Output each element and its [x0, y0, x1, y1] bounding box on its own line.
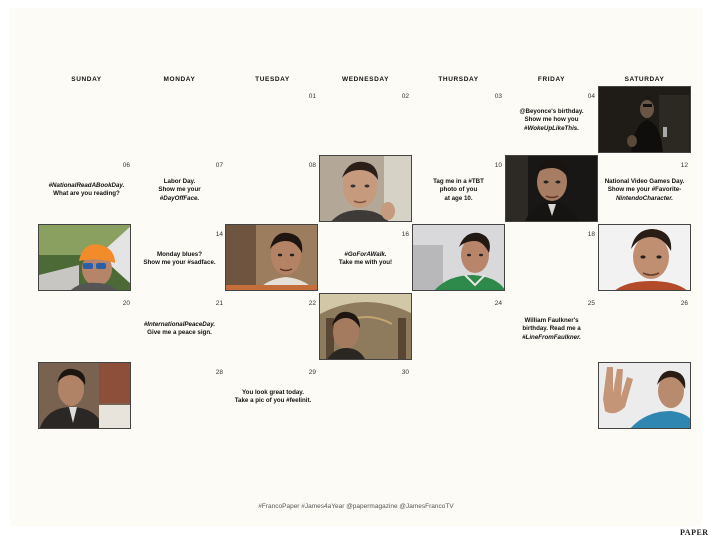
selfie-photo	[598, 86, 691, 153]
day-header-monday: MONDAY	[163, 76, 196, 83]
day-number: 14	[215, 231, 223, 238]
day-number: 20	[122, 300, 130, 307]
paper-logo: PAPER	[680, 528, 709, 537]
selfie-photo	[38, 362, 131, 429]
day-number: 26	[680, 300, 688, 307]
calendar-page	[10, 8, 702, 526]
prompt-29: You look great today. Take a pic of you #feelinit.	[234, 389, 312, 405]
day-number: 16	[401, 231, 409, 238]
day-header-friday: FRIDAY	[537, 76, 566, 83]
day-number: 21	[215, 300, 223, 307]
prompt-21: #InternationalPeaceDay. Give me a peace sign.	[143, 321, 216, 337]
day-number: 12	[680, 162, 688, 169]
day-number: 24	[494, 300, 502, 307]
day-number: 10	[494, 162, 502, 169]
prompt-04: @Beyonce's birthday. Show me how you #WokeUpLikeThis.	[519, 108, 584, 132]
prompt-06: #NationalReadABookDay. What are you reading?	[48, 182, 125, 198]
day-header-wednesday: WEDNESDAY	[341, 76, 390, 83]
day-number: 01	[308, 93, 316, 100]
day-number: 25	[587, 300, 595, 307]
prompt-16: #GoForAWalk. Take me with you!	[338, 251, 393, 267]
prompt-25: William Faulkner's birthday. Read me a #LineFromFaulkner.	[522, 317, 581, 341]
day-number: 06	[122, 162, 130, 169]
selfie-photo	[319, 293, 412, 360]
day-header-saturday: SATURDAY	[624, 76, 665, 83]
day-number: 30	[401, 369, 409, 376]
day-number: 04	[587, 93, 595, 100]
selfie-photo	[505, 155, 598, 222]
selfie-photo	[38, 224, 131, 291]
day-number: 07	[215, 162, 223, 169]
hashtag-footer: #FrancoPaper #James4aYear @papermagazine @JamesFrancoTV	[258, 503, 454, 510]
day-number: 02	[401, 93, 409, 100]
day-header-tuesday: TUESDAY	[255, 76, 290, 83]
prompt-14: Monday blues? Show me your #sadface.	[143, 251, 216, 267]
day-number: 28	[215, 369, 223, 376]
selfie-photo	[225, 224, 318, 291]
selfie-photo	[598, 362, 691, 429]
selfie-photo	[412, 224, 505, 291]
day-header-sunday: SUNDAY	[71, 76, 102, 83]
selfie-photo	[319, 155, 412, 222]
day-number: 03	[494, 93, 502, 100]
day-header-thursday: THURSDAY	[438, 76, 479, 83]
prompt-07: Labor Day. Show me your #DayOffFace.	[158, 178, 201, 202]
day-number: 08	[308, 162, 316, 169]
prompt-12: National Video Games Day. Show me your #Favorite- NintendoCharacter.	[604, 178, 685, 202]
prompt-10: Tag me in a #TBT photo of you at age 10.	[433, 178, 484, 202]
day-number: 29	[308, 369, 316, 376]
selfie-photo	[598, 224, 691, 291]
day-number: 22	[308, 300, 316, 307]
day-number: 18	[587, 231, 595, 238]
